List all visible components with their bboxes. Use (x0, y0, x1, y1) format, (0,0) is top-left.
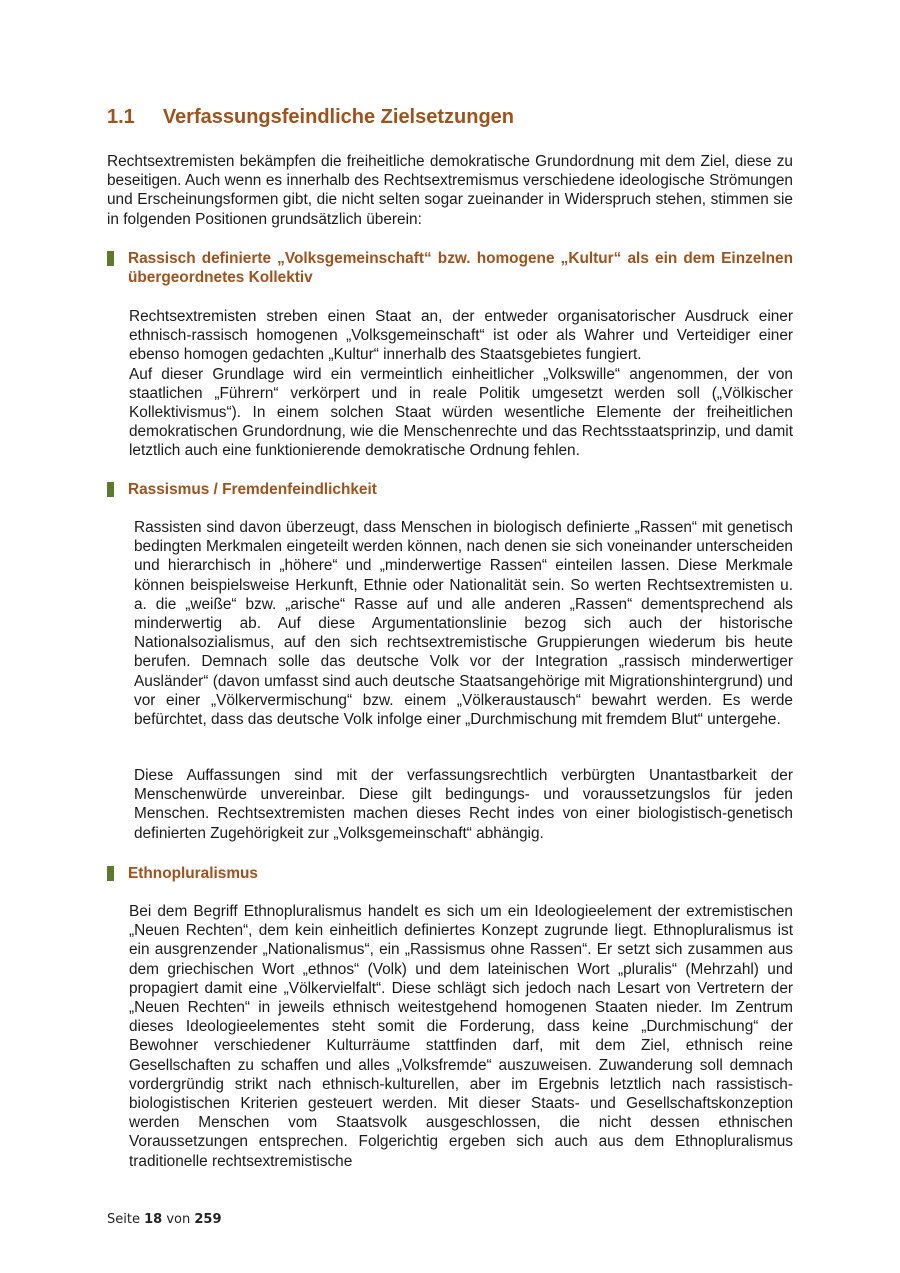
footer-page-number: 18 (144, 1212, 163, 1227)
footer-middle: von (166, 1212, 191, 1227)
bullet-marker-icon (107, 251, 114, 266)
footer-prefix: Seite (107, 1212, 140, 1227)
body-paragraph: Rassisten sind davon überzeugt, dass Menschen in biologisch definierte „Rassen“ mit genetisch bedingten Merkmalen eingeteilt werden können, nach denen sie sich voneinander unterscheiden und hierarchisch in „höhere“ und „minderwertige Rassen“ einteilen lassen. Diese Merkmale können beispielsweise Herkunft, Ethnie oder Nationalität sein. So werten Rechtsextremisten u. a. die „weiße“ bzw. „arische“ Rasse auf und alle anderen „Rassen“ dementsprechend als minderwertig ab. Auf diese Argumentationslinie bezog sich auch der historische Nationalsozialismus, auf den sich rechtsextremistische Gruppierungen wiederum bis heute berufen. Demnach solle das deutsche Volk vor der Integration „rassisch minderwertiger Ausländer“ (davon umfasst sind auch deutsche Staatsangehörige mit Migrationshintergrund) und vor einer „Völkervermischung“ bzw. einem „Völkeraustausch“ bewahrt werden. Es werde befürchtet, dass das deutsche Volk infolge einer „Durchmischung mit fremdem Blut“ untergehe. (134, 519, 793, 729)
bullet-heading-text: Ethnopluralismus (128, 865, 258, 882)
bullet-heading-rassismus (107, 480, 793, 499)
body-paragraph: Bei dem Begriff Ethnopluralismus handelt es sich um ein Ideologieelement der extremistischen „Neuen Rechten“, dem kein einheitlich definiertes Konzept zugrunde liegt. Ethnopluralismus ist ein ausgrenzender „Nationalismus“, ein „Rassismus ohne Rassen“. Er setzt sich zusammen aus dem griechischen Wort „ethnos“ (Volk) und dem lateinischen Wort „pluralis“ (Mehrzahl) und propagiert damit eine „Völkervielfalt“. Diese schlägt sich jedoch nach Lesart von Vertretern der „Neuen Rechten“ in jeweils ethnisch weitestgehend homogenen Staaten nieder. Im Zentrum dieses Ideologieelementes steht somit die Forderung, dass keine „Durchmischung“ der Bewohner verschiedener Kulturräume stattfinden darf, mit dem Ziel, ethnisch reine Gesellschaften zu schaffen und alles „Volksfremde“ auszuweisen. Zuwanderung soll demnach vordergründig strikt nach ethnisch-kulturellen, aber im Ergebnis letztlich nach rassistisch-biologistischen Kriterien gesteuert werden. Mit dieser Staats- und Gesellschaftskonzeption werden Menschen vom Staatsvolk ausgeschlossen, die nicht dessen ethnischen Voraussetzungen entsprechen. Folgerichtig ergeben sich auch aus dem Ethnopluralismus traditionelle rechtsextremistische (129, 903, 793, 1170)
bullet-heading-ethnopluralismus (107, 864, 793, 883)
section-heading (107, 106, 514, 129)
intro-paragraph: Rechtsextremisten bekämpfen die freiheitliche demokratische Grundordnung mit dem Ziel, diese zu beseitigen. Auch wenn es innerhalb des Rechtsextremismus verschiedene ideologische Strömungen und Erscheinungsformen gibt, die nicht selten sogar zueinander in Widerspruch stehen, stimmen sie in folgenden Positionen grundsätzlich überein: (107, 153, 793, 228)
body-paragraph: Auf dieser Grundlage wird ein vermeintlich einheitlicher „Volkswille“ angenommen, der von staatlichen „Führern“ verkörpert und in reale Politik umgesetzt werden soll („Völkischer Kollektivismus“). In einem solchen Staat würden wesentliche Elemente der freiheitlichen demokratischen Grundordnung, wie die Menschenrechte und das Rechtsstaatsprinzip, und damit letztlich auch eine funktionierende demokratische Ordnung fehlen. (129, 365, 793, 460)
bullet-heading-text: Rassisch definierte „Volksgemeinschaft“ bzw. homogene „Kultur“ als ein dem Einzelnen übergeordnetes Kollektiv (128, 250, 793, 286)
footer-total-pages: 259 (194, 1212, 222, 1227)
body-paragraph: Diese Auffassungen sind mit der verfassungsrechtlich verbürgten Unantastbarkeit der Menschenwürde unvereinbar. Diese gilt bedingungs- und voraussetzungslos für jeden Menschen. Rechtsextremisten machen dieses Recht indes von einer biologistisch-genetisch definierten Zugehörigkeit zur „Volksgemeinschaft“ abhängig. (134, 767, 793, 842)
section-number: 1.1 (107, 106, 135, 128)
section-title: Verfassungsfeindliche Zielsetzungen (162, 106, 515, 128)
page-footer (107, 1212, 222, 1227)
bullet-marker-icon (107, 866, 114, 881)
body-paragraph: Rechtsextremisten streben einen Staat an, der entweder organisatorischer Ausdruck einer ethnisch-rassisch homogenen „Volksgemeinschaft“ ist oder als Wahrer und Verteidiger einer ebenso homogen gedachten „Kultur“ innerhalb des Staatsgebietes fungiert. (129, 308, 793, 364)
bullet-heading-text: Rassismus / Fremdenfeindlichkeit (128, 481, 377, 498)
bullet-marker-icon (107, 482, 114, 497)
bullet-heading-volksgemeinschaft (107, 249, 793, 287)
bullet-body-volksgemeinschaft (129, 307, 793, 461)
